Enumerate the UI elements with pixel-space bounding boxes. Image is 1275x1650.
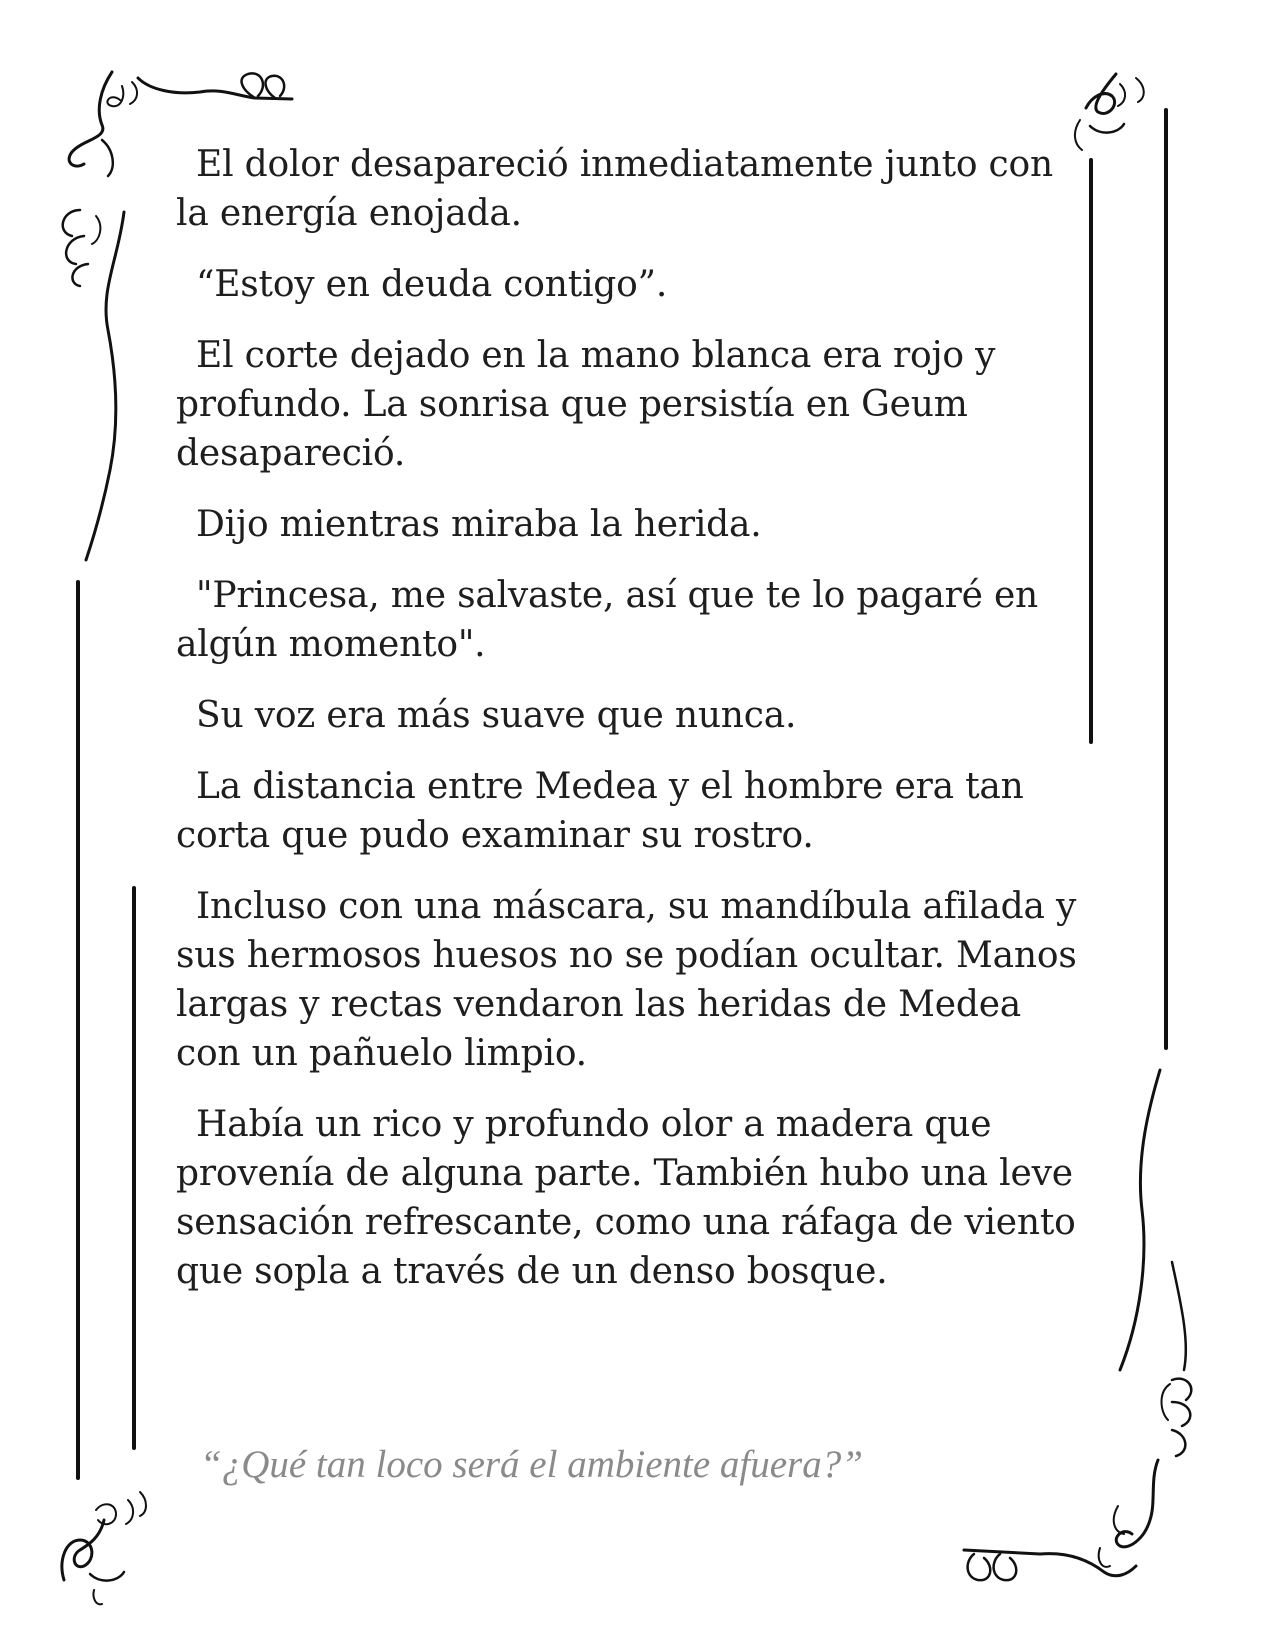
paragraph: Su voz era más suave que nunca.	[196, 695, 797, 736]
paragraph: “Estoy en deuda contigo”.	[196, 264, 668, 305]
bottom-left-flourish-ornament	[62, 1492, 146, 1604]
top-right-flourish-ornament	[1075, 74, 1144, 150]
paragraph: "Princesa, me salvaste, así que te lo pagaré en algún momento".	[176, 575, 1039, 665]
page-body	[176, 140, 1096, 1318]
paragraph: El corte dejado en la mano blanca era rojo y profundo. La sonrisa que persistía en Geum desapareció.	[176, 335, 996, 474]
paragraph: Dijo mientras miraba la herida.	[196, 504, 762, 545]
paragraph: Incluso con una máscara, su mandíbula afilada y sus hermosos huesos no se podían ocultar. Manos largas y rectas vendaron las heridas de Medea con un pañuelo limpio.	[176, 886, 1077, 1074]
closing-quote: “¿Qué tan loco será el ambiente afuera?”	[200, 1443, 863, 1486]
paragraph: El dolor desapareció inmediatamente junto con la energía enojada.	[176, 144, 1053, 234]
paragraph: La distancia entre Medea y el hombre era tan corta que pudo examinar su rostro.	[176, 766, 1024, 856]
paragraph: Había un rico y profundo olor a madera que provenía de alguna parte. También hubo una leve sensación refrescante, como una ráfaga de viento que sopla a través de un denso bosque.	[176, 1104, 1076, 1292]
